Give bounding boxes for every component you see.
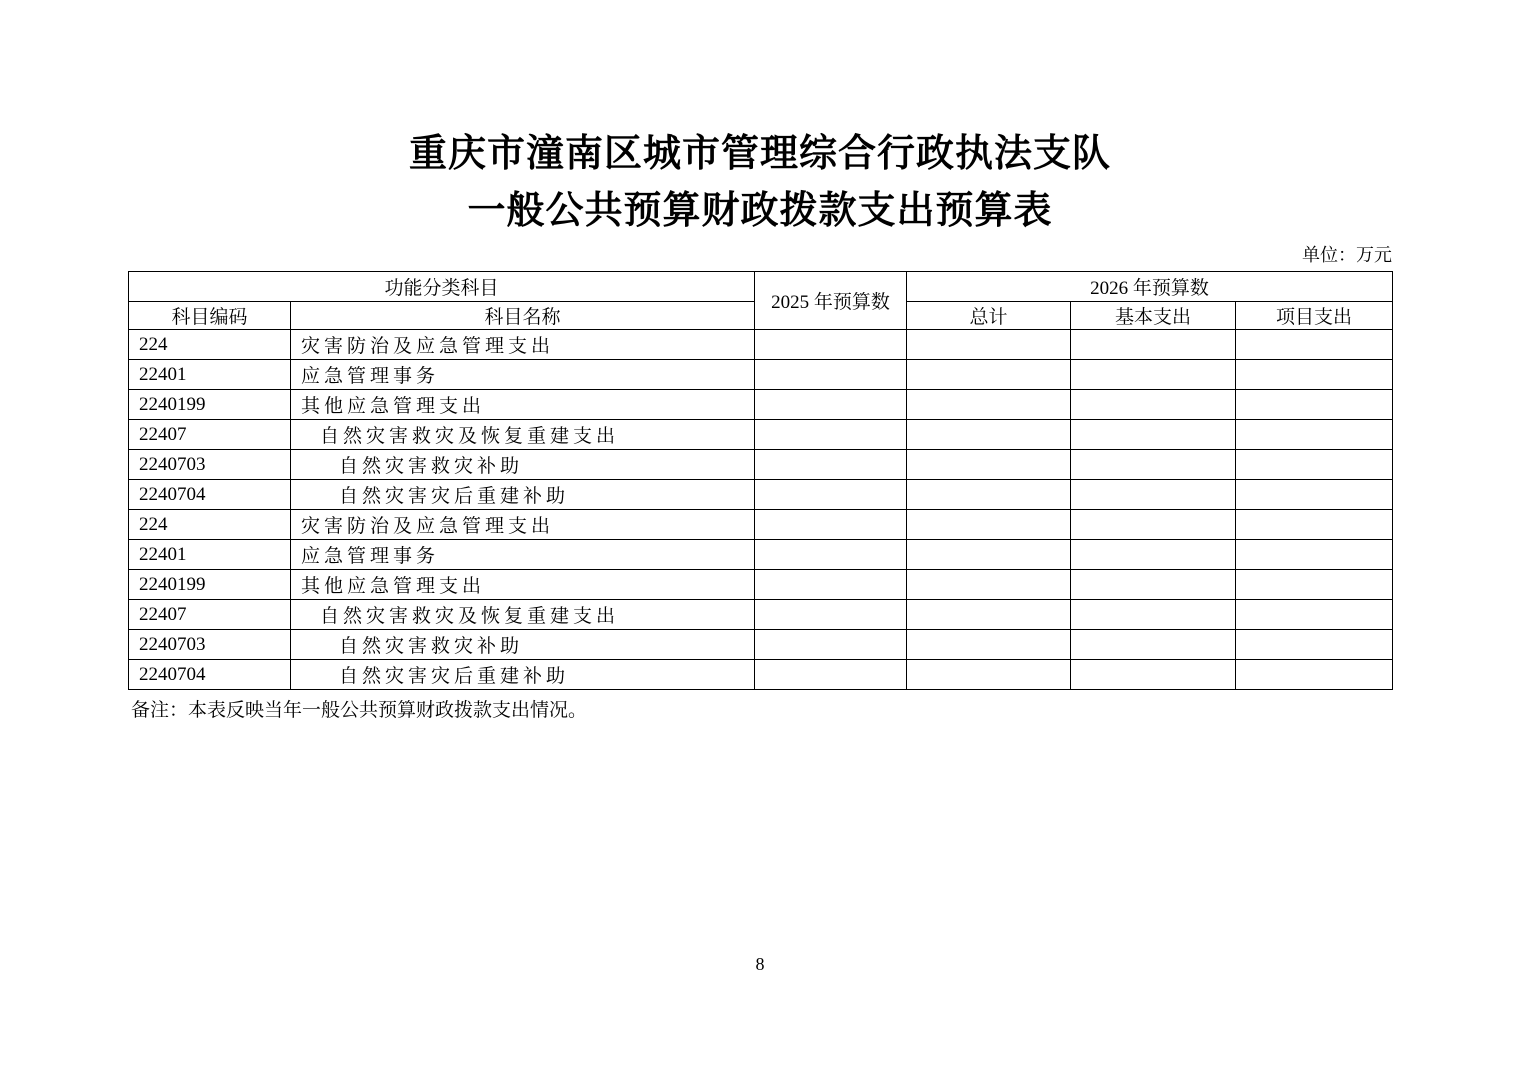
subject-code-cell: 22407 (129, 420, 291, 450)
subject-code-cell: 2240199 (129, 570, 291, 600)
header-subject-name: 科目名称 (291, 302, 755, 330)
basic-2026-cell (1071, 540, 1236, 570)
budget-2025-cell (755, 600, 907, 630)
subject-code-cell: 2240703 (129, 450, 291, 480)
subject-code-cell: 224 (129, 510, 291, 540)
basic-2026-cell (1071, 480, 1236, 510)
budget-table-header (129, 272, 1393, 330)
project-2026-cell (1236, 630, 1393, 660)
header-budget-2026: 2026 年预算数 (907, 272, 1393, 302)
subject-name-cell: 应急管理事务 (291, 540, 755, 570)
budget-2025-cell (755, 570, 907, 600)
subject-name-cell: 自然灾害灾后重建补助 (291, 480, 755, 510)
basic-2026-cell (1071, 600, 1236, 630)
subject-name-cell: 自然灾害救灾及恢复重建支出 (291, 420, 755, 450)
total-2026-cell (907, 420, 1071, 450)
header-total-2026: 总计 (907, 302, 1071, 330)
unit-label: 单位：万元 (1302, 245, 1392, 265)
subject-code-cell: 22401 (129, 360, 291, 390)
project-2026-cell (1236, 480, 1393, 510)
budget-table (128, 271, 1393, 690)
total-2026-cell (907, 390, 1071, 420)
subject-code-cell: 2240704 (129, 660, 291, 690)
project-2026-cell (1236, 570, 1393, 600)
basic-2026-cell (1071, 360, 1236, 390)
header-row-1 (129, 272, 1393, 302)
basic-2026-cell (1071, 630, 1236, 660)
table-row (129, 570, 1393, 600)
budget-2025-cell (755, 360, 907, 390)
subject-name-cell: 自然灾害救灾补助 (291, 450, 755, 480)
total-2026-cell (907, 360, 1071, 390)
total-2026-cell (907, 540, 1071, 570)
budget-2025-cell (755, 450, 907, 480)
total-2026-cell (907, 630, 1071, 660)
table-row (129, 420, 1393, 450)
table-row (129, 360, 1393, 390)
table-row (129, 660, 1393, 690)
total-2026-cell (907, 450, 1071, 480)
document-title (0, 0, 1520, 240)
subject-name-cell: 其他应急管理支出 (291, 390, 755, 420)
table-row (129, 540, 1393, 570)
project-2026-cell (1236, 420, 1393, 450)
project-2026-cell (1236, 510, 1393, 540)
subject-name-cell: 自然灾害救灾及恢复重建支出 (291, 600, 755, 630)
subject-name-cell: 应急管理事务 (291, 360, 755, 390)
project-2026-cell (1236, 450, 1393, 480)
table-row (129, 600, 1393, 630)
basic-2026-cell (1071, 660, 1236, 690)
total-2026-cell (907, 480, 1071, 510)
table-row (129, 330, 1393, 360)
table-row (129, 480, 1393, 510)
note: 备注：本表反映当年一般公共预算财政拨款支出情况。 (131, 700, 588, 721)
table-row (129, 510, 1393, 540)
basic-2026-cell (1071, 510, 1236, 540)
project-2026-cell (1236, 540, 1393, 570)
subject-name-cell: 其他应急管理支出 (291, 570, 755, 600)
basic-2026-cell (1071, 570, 1236, 600)
basic-2026-cell (1071, 330, 1236, 360)
table-area (128, 244, 1392, 723)
project-2026-cell (1236, 660, 1393, 690)
total-2026-cell (907, 570, 1071, 600)
budget-2025-cell (755, 660, 907, 690)
project-2026-cell (1236, 600, 1393, 630)
subject-code-cell: 2240703 (129, 630, 291, 660)
subject-code-cell: 224 (129, 330, 291, 360)
total-2026-cell (907, 330, 1071, 360)
total-2026-cell (907, 660, 1071, 690)
budget-table-body (129, 330, 1393, 690)
document-title-line2: 一般公共预算财政拨款支出预算表 (467, 190, 1053, 232)
total-2026-cell (907, 600, 1071, 630)
budget-2025-cell (755, 540, 907, 570)
header-function-category: 功能分类科目 (129, 272, 755, 302)
subject-name-cell: 灾害防治及应急管理支出 (291, 330, 755, 360)
subject-code-cell: 2240704 (129, 480, 291, 510)
page-number: 8 (755, 954, 765, 974)
project-2026-cell (1236, 330, 1393, 360)
project-2026-cell (1236, 360, 1393, 390)
budget-2025-cell (755, 630, 907, 660)
basic-2026-cell (1071, 450, 1236, 480)
subject-name-cell: 自然灾害救灾补助 (291, 630, 755, 660)
basic-2026-cell (1071, 420, 1236, 450)
budget-2025-cell (755, 480, 907, 510)
table-row (129, 450, 1393, 480)
budget-2025-cell (755, 390, 907, 420)
table-row (129, 630, 1393, 660)
document-title-line1: 重庆市潼南区城市管理综合行政执法支队 (408, 133, 1111, 175)
budget-2025-cell (755, 510, 907, 540)
project-2026-cell (1236, 390, 1393, 420)
budget-2025-cell (755, 330, 907, 360)
header-subject-code: 科目编码 (129, 302, 291, 330)
header-budget-2025: 2025 年预算数 (755, 272, 907, 330)
header-project-expenditure: 项目支出 (1236, 302, 1393, 330)
basic-2026-cell (1071, 390, 1236, 420)
subject-name-cell: 自然灾害灾后重建补助 (291, 660, 755, 690)
total-2026-cell (907, 510, 1071, 540)
subject-name-cell: 灾害防治及应急管理支出 (291, 510, 755, 540)
subject-code-cell: 22401 (129, 540, 291, 570)
subject-code-cell: 2240199 (129, 390, 291, 420)
header-basic-expenditure: 基本支出 (1071, 302, 1236, 330)
budget-2025-cell (755, 420, 907, 450)
subject-code-cell: 22407 (129, 600, 291, 630)
table-row (129, 390, 1393, 420)
